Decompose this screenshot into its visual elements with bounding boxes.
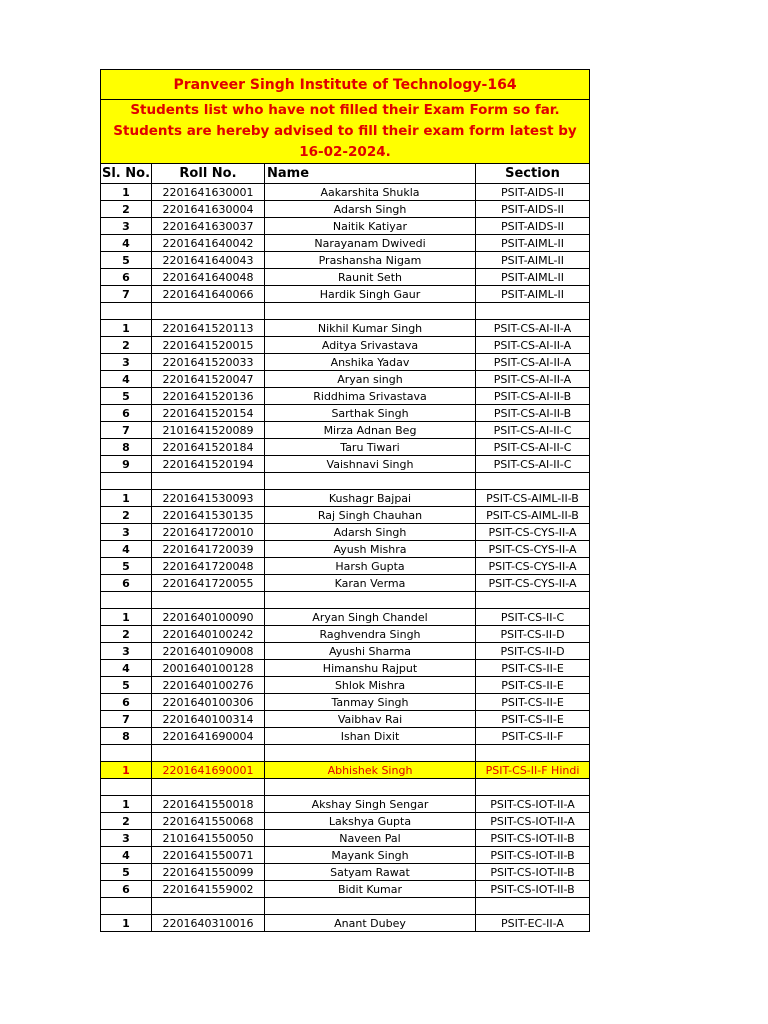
cell-name: Karan Verma xyxy=(265,575,476,592)
empty-cell xyxy=(152,745,265,762)
cell-sl-no: 8 xyxy=(101,439,152,456)
cell-section: PSIT-AIDS-II xyxy=(476,184,590,201)
cell-roll-no: 2201641640048 xyxy=(152,269,265,286)
cell-sl-no: 2 xyxy=(101,507,152,524)
cell-section: PSIT-CS-AI-II-C xyxy=(476,439,590,456)
cell-section: PSIT-AIML-II xyxy=(476,252,590,269)
empty-cell xyxy=(476,898,590,915)
cell-section: PSIT-CS-II-D xyxy=(476,626,590,643)
empty-cell xyxy=(152,779,265,796)
empty-cell xyxy=(101,898,152,915)
cell-name: Narayanam Dwivedi xyxy=(265,235,476,252)
cell-sl-no: 6 xyxy=(101,881,152,898)
cell-section: PSIT-CS-IOT-II-A xyxy=(476,796,590,813)
cell-sl-no: 1 xyxy=(101,184,152,201)
student-row xyxy=(101,490,590,507)
cell-section: PSIT-CS-IOT-II-B xyxy=(476,864,590,881)
cell-section: PSIT-CS-II-E xyxy=(476,677,590,694)
cell-section: PSIT-CS-AI-II-C xyxy=(476,456,590,473)
cell-section: PSIT-CS-AI-II-C xyxy=(476,422,590,439)
student-row xyxy=(101,609,590,626)
cell-section: PSIT-CS-AIML-II-B xyxy=(476,507,590,524)
cell-section: PSIT-CS-II-E xyxy=(476,660,590,677)
cell-roll-no: 2201641520033 xyxy=(152,354,265,371)
cell-sl-no: 5 xyxy=(101,677,152,694)
cell-sl-no: 4 xyxy=(101,541,152,558)
cell-name: Vaishnavi Singh xyxy=(265,456,476,473)
cell-roll-no: 2201640100242 xyxy=(152,626,265,643)
cell-sl-no: 5 xyxy=(101,558,152,575)
cell-name: Riddhima Srivastava xyxy=(265,388,476,405)
cell-sl-no: 6 xyxy=(101,575,152,592)
cell-roll-no: 2001640100128 xyxy=(152,660,265,677)
cell-name: Aakarshita Shukla xyxy=(265,184,476,201)
empty-cell xyxy=(265,745,476,762)
student-row xyxy=(101,660,590,677)
cell-roll-no: 2201640100306 xyxy=(152,694,265,711)
cell-section: PSIT-CS-CYS-II-A xyxy=(476,558,590,575)
student-row xyxy=(101,575,590,592)
cell-sl-no: 2 xyxy=(101,626,152,643)
cell-section: PSIT-CS-AIML-II-B xyxy=(476,490,590,507)
empty-cell xyxy=(476,592,590,609)
cell-section: PSIT-CS-IOT-II-A xyxy=(476,813,590,830)
cell-name: Satyam Rawat xyxy=(265,864,476,881)
cell-sl-no: 5 xyxy=(101,252,152,269)
cell-name: Raunit Seth xyxy=(265,269,476,286)
cell-section: PSIT-CS-AI-II-B xyxy=(476,405,590,422)
empty-cell xyxy=(265,473,476,490)
student-row xyxy=(101,915,590,932)
cell-sl-no: 7 xyxy=(101,286,152,303)
cell-roll-no: 2201641520184 xyxy=(152,439,265,456)
cell-section: PSIT-CS-AI-II-A xyxy=(476,337,590,354)
cell-section: PSIT-CS-II-E xyxy=(476,694,590,711)
cell-name: Bidit Kumar xyxy=(265,881,476,898)
cell-name: Vaibhav Rai xyxy=(265,711,476,728)
cell-name: Aryan Singh Chandel xyxy=(265,609,476,626)
cell-sl-no: 6 xyxy=(101,405,152,422)
student-row xyxy=(101,252,590,269)
student-row xyxy=(101,558,590,575)
exam-form-notice: Students list who have not filled their Exam Form so far. Students are hereby advised to fill their exam form latest by 16-02-2024. xyxy=(101,100,590,164)
student-row xyxy=(101,422,590,439)
empty-cell xyxy=(101,592,152,609)
cell-sl-no: 3 xyxy=(101,643,152,660)
student-row xyxy=(101,711,590,728)
cell-section: PSIT-CS-CYS-II-A xyxy=(476,541,590,558)
col-header-section: Section xyxy=(476,164,590,184)
empty-cell xyxy=(101,303,152,320)
cell-name: Akshay Singh Sengar xyxy=(265,796,476,813)
cell-sl-no: 4 xyxy=(101,371,152,388)
student-row xyxy=(101,677,590,694)
cell-sl-no: 3 xyxy=(101,218,152,235)
notice-row xyxy=(101,100,590,164)
student-row xyxy=(101,813,590,830)
cell-section: PSIT-CS-II-F Hindi xyxy=(476,762,590,779)
cell-roll-no: 2201641520047 xyxy=(152,371,265,388)
student-row xyxy=(101,864,590,881)
cell-name: Shlok Mishra xyxy=(265,677,476,694)
cell-roll-no: 2201641640042 xyxy=(152,235,265,252)
student-row xyxy=(101,439,590,456)
cell-roll-no: 2201641550071 xyxy=(152,847,265,864)
empty-cell xyxy=(476,779,590,796)
cell-section: PSIT-EC-II-A xyxy=(476,915,590,932)
cell-roll-no: 2201640100090 xyxy=(152,609,265,626)
cell-name: Anant Dubey xyxy=(265,915,476,932)
cell-section: PSIT-AIML-II xyxy=(476,269,590,286)
cell-roll-no: 2201640100276 xyxy=(152,677,265,694)
cell-name: Anshika Yadav xyxy=(265,354,476,371)
cell-section: PSIT-CS-IOT-II-B xyxy=(476,830,590,847)
empty-cell xyxy=(152,898,265,915)
student-row xyxy=(101,184,590,201)
empty-cell xyxy=(476,473,590,490)
cell-sl-no: 4 xyxy=(101,660,152,677)
cell-roll-no: 2201641550068 xyxy=(152,813,265,830)
cell-section: PSIT-CS-II-E xyxy=(476,711,590,728)
student-row xyxy=(101,235,590,252)
cell-sl-no: 7 xyxy=(101,711,152,728)
col-header-roll-no: Roll No. xyxy=(152,164,265,184)
student-row xyxy=(101,320,590,337)
cell-roll-no: 2201640310016 xyxy=(152,915,265,932)
cell-name: Ayushi Sharma xyxy=(265,643,476,660)
cell-name: Hardik Singh Gaur xyxy=(265,286,476,303)
cell-roll-no: 2201641690004 xyxy=(152,728,265,745)
empty-cell xyxy=(265,779,476,796)
cell-roll-no: 2201641630037 xyxy=(152,218,265,235)
cell-section: PSIT-CS-AI-II-A xyxy=(476,320,590,337)
student-row xyxy=(101,762,590,779)
cell-name: Harsh Gupta xyxy=(265,558,476,575)
cell-roll-no: 2101641550050 xyxy=(152,830,265,847)
cell-roll-no: 2201641640066 xyxy=(152,286,265,303)
cell-section: PSIT-CS-AI-II-A xyxy=(476,371,590,388)
student-row xyxy=(101,337,590,354)
group-separator-row xyxy=(101,745,590,762)
cell-sl-no: 4 xyxy=(101,235,152,252)
student-row xyxy=(101,796,590,813)
cell-name: Aryan singh xyxy=(265,371,476,388)
cell-roll-no: 2101641520089 xyxy=(152,422,265,439)
cell-roll-no: 2201641520113 xyxy=(152,320,265,337)
cell-sl-no: 3 xyxy=(101,830,152,847)
cell-sl-no: 1 xyxy=(101,915,152,932)
cell-section: PSIT-AIDS-II xyxy=(476,201,590,218)
cell-section: PSIT-CS-II-F xyxy=(476,728,590,745)
cell-sl-no: 1 xyxy=(101,320,152,337)
cell-sl-no: 6 xyxy=(101,694,152,711)
cell-name: Abhishek Singh xyxy=(265,762,476,779)
cell-section: PSIT-CS-II-C xyxy=(476,609,590,626)
students-table xyxy=(100,69,590,932)
student-row xyxy=(101,218,590,235)
cell-roll-no: 2201641640043 xyxy=(152,252,265,269)
student-row xyxy=(101,201,590,218)
cell-name: Lakshya Gupta xyxy=(265,813,476,830)
cell-sl-no: 2 xyxy=(101,813,152,830)
student-row xyxy=(101,354,590,371)
empty-cell xyxy=(101,745,152,762)
cell-roll-no: 2201641520015 xyxy=(152,337,265,354)
cell-sl-no: 5 xyxy=(101,388,152,405)
cell-name: Kushagr Bajpai xyxy=(265,490,476,507)
student-row xyxy=(101,541,590,558)
cell-sl-no: 3 xyxy=(101,524,152,541)
empty-cell xyxy=(265,592,476,609)
cell-roll-no: 2201641530093 xyxy=(152,490,265,507)
cell-sl-no: 5 xyxy=(101,864,152,881)
cell-section: PSIT-CS-AI-II-B xyxy=(476,388,590,405)
student-row xyxy=(101,830,590,847)
table-body xyxy=(101,184,590,932)
cell-section: PSIT-CS-CYS-II-A xyxy=(476,575,590,592)
cell-sl-no: 1 xyxy=(101,762,152,779)
cell-name: Ishan Dixit xyxy=(265,728,476,745)
cell-roll-no: 2201640100314 xyxy=(152,711,265,728)
cell-name: Adarsh Singh xyxy=(265,201,476,218)
cell-section: PSIT-CS-CYS-II-A xyxy=(476,524,590,541)
cell-sl-no: 7 xyxy=(101,422,152,439)
cell-roll-no: 2201641520154 xyxy=(152,405,265,422)
col-header-sl-no: Sl. No. xyxy=(101,164,152,184)
cell-roll-no: 2201641720039 xyxy=(152,541,265,558)
cell-roll-no: 2201641550018 xyxy=(152,796,265,813)
cell-roll-no: 2201641720010 xyxy=(152,524,265,541)
cell-name: Raj Singh Chauhan xyxy=(265,507,476,524)
cell-name: Ayush Mishra xyxy=(265,541,476,558)
cell-sl-no: 1 xyxy=(101,609,152,626)
student-row xyxy=(101,626,590,643)
cell-sl-no: 2 xyxy=(101,201,152,218)
cell-roll-no: 2201641520194 xyxy=(152,456,265,473)
student-row xyxy=(101,524,590,541)
cell-sl-no: 8 xyxy=(101,728,152,745)
cell-section: PSIT-AIML-II xyxy=(476,286,590,303)
cell-section: PSIT-CS-AI-II-A xyxy=(476,354,590,371)
cell-name: Sarthak Singh xyxy=(265,405,476,422)
student-row xyxy=(101,643,590,660)
cell-name: Adarsh Singh xyxy=(265,524,476,541)
cell-roll-no: 2201641550099 xyxy=(152,864,265,881)
cell-name: Himanshu Rajput xyxy=(265,660,476,677)
empty-cell xyxy=(265,898,476,915)
cell-section: PSIT-AIML-II xyxy=(476,235,590,252)
cell-name: Raghvendra Singh xyxy=(265,626,476,643)
cell-name: Nikhil Kumar Singh xyxy=(265,320,476,337)
cell-name: Mayank Singh xyxy=(265,847,476,864)
col-header-name: Name xyxy=(265,164,476,184)
cell-roll-no: 2201641720055 xyxy=(152,575,265,592)
student-row xyxy=(101,388,590,405)
cell-sl-no: 1 xyxy=(101,490,152,507)
cell-sl-no: 4 xyxy=(101,847,152,864)
cell-section: PSIT-CS-IOT-II-B xyxy=(476,881,590,898)
group-separator-row xyxy=(101,779,590,796)
student-row xyxy=(101,269,590,286)
empty-cell xyxy=(101,779,152,796)
empty-cell xyxy=(265,303,476,320)
student-row xyxy=(101,881,590,898)
cell-sl-no: 1 xyxy=(101,796,152,813)
cell-roll-no: 2201640109008 xyxy=(152,643,265,660)
cell-name: Naveen Pal xyxy=(265,830,476,847)
empty-cell xyxy=(101,473,152,490)
cell-roll-no: 2201641690001 xyxy=(152,762,265,779)
student-row xyxy=(101,694,590,711)
header-row xyxy=(101,164,590,184)
exam-form-sheet xyxy=(100,69,589,932)
group-separator-row xyxy=(101,303,590,320)
student-row xyxy=(101,456,590,473)
cell-name: Tanmay Singh xyxy=(265,694,476,711)
cell-section: PSIT-CS-IOT-II-B xyxy=(476,847,590,864)
cell-section: PSIT-CS-II-D xyxy=(476,643,590,660)
student-row xyxy=(101,286,590,303)
institute-title: Pranveer Singh Institute of Technology-164 xyxy=(101,70,590,100)
cell-name: Mirza Adnan Beg xyxy=(265,422,476,439)
cell-name: Aditya Srivastava xyxy=(265,337,476,354)
student-row xyxy=(101,847,590,864)
empty-cell xyxy=(476,745,590,762)
cell-roll-no: 2201641720048 xyxy=(152,558,265,575)
title-row xyxy=(101,70,590,100)
group-separator-row xyxy=(101,898,590,915)
cell-roll-no: 2201641559002 xyxy=(152,881,265,898)
cell-sl-no: 2 xyxy=(101,337,152,354)
group-separator-row xyxy=(101,592,590,609)
group-separator-row xyxy=(101,473,590,490)
empty-cell xyxy=(152,303,265,320)
cell-name: Prashansha Nigam xyxy=(265,252,476,269)
student-row xyxy=(101,371,590,388)
cell-name: Taru Tiwari xyxy=(265,439,476,456)
student-row xyxy=(101,507,590,524)
empty-cell xyxy=(476,303,590,320)
cell-sl-no: 6 xyxy=(101,269,152,286)
cell-roll-no: 2201641520136 xyxy=(152,388,265,405)
cell-roll-no: 2201641630001 xyxy=(152,184,265,201)
cell-roll-no: 2201641630004 xyxy=(152,201,265,218)
empty-cell xyxy=(152,592,265,609)
cell-sl-no: 9 xyxy=(101,456,152,473)
cell-section: PSIT-AIDS-II xyxy=(476,218,590,235)
student-row xyxy=(101,728,590,745)
cell-roll-no: 2201641530135 xyxy=(152,507,265,524)
empty-cell xyxy=(152,473,265,490)
cell-sl-no: 3 xyxy=(101,354,152,371)
student-row xyxy=(101,405,590,422)
cell-name: Naitik Katiyar xyxy=(265,218,476,235)
